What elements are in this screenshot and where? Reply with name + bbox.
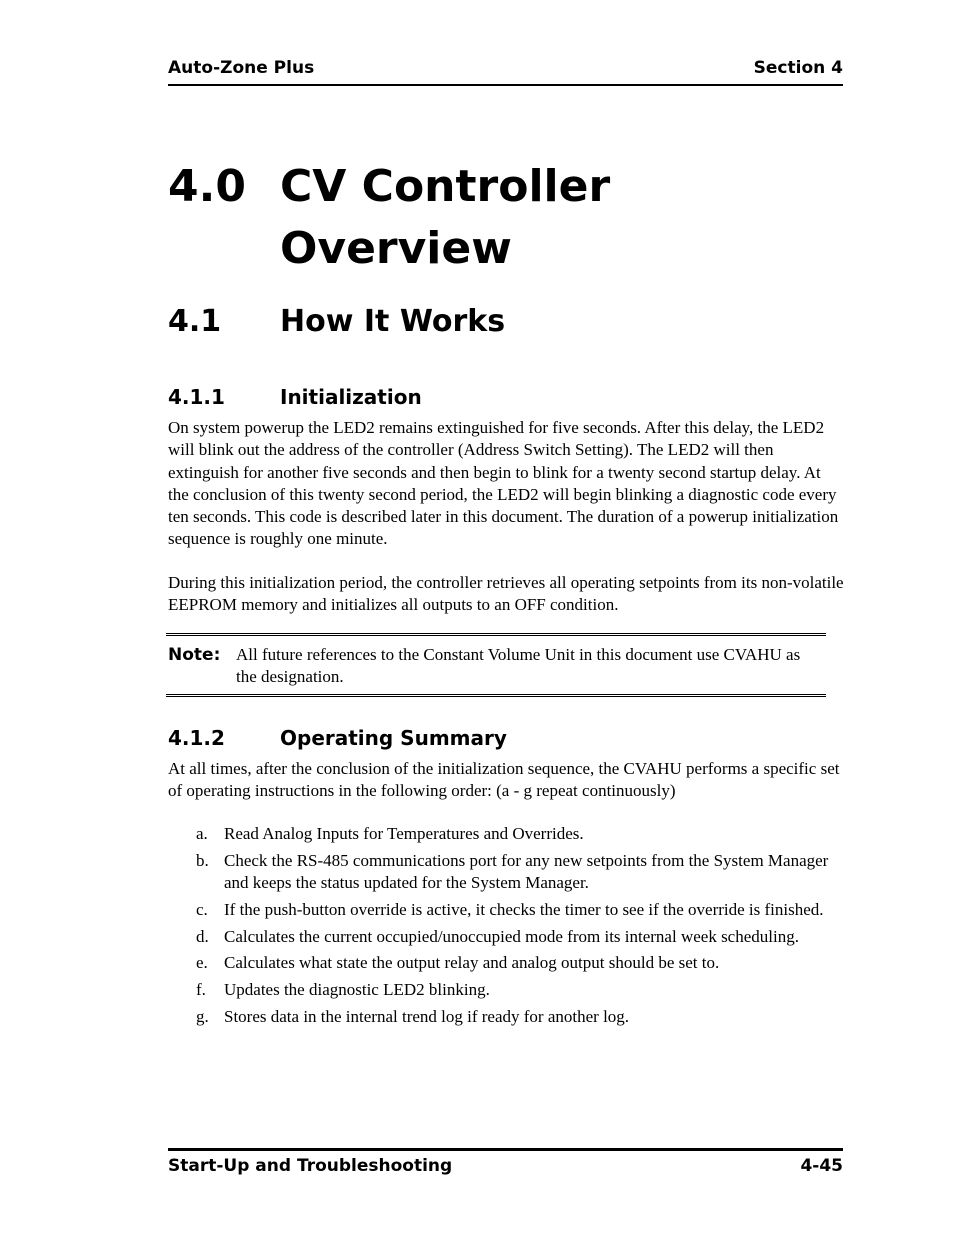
section-title: How It Works (280, 304, 506, 339)
chapter-title: CV Controller Overview (280, 161, 611, 274)
subsection-title: Operating Summary (280, 726, 507, 750)
paragraph-initialization-2: During this initialization period, the controller retrieves all operating setpoints from its non-volatile EEPROM memory and initializes all outputs to an OFF condition. (168, 573, 844, 615)
header-section: Section 4 (753, 58, 843, 78)
list-item-text: Calculates what state the output relay and analog output should be set to. (224, 953, 720, 973)
list-item-text: Stores data in the internal trend log if ready for another log. (224, 1007, 630, 1027)
chapter-number: 4.0 (168, 161, 246, 212)
list-marker: d. (196, 926, 209, 946)
note-box (166, 633, 826, 697)
footer-title: Start-Up and Troubleshooting (168, 1156, 453, 1176)
list-marker: g. (196, 1007, 209, 1027)
list-item (196, 899, 836, 921)
subsection-title: Initialization (280, 385, 422, 409)
list-item (196, 1006, 836, 1028)
section-number: 4.1 (168, 304, 222, 339)
note-text: All future references to the Constant Volume Unit in this document use CVAHU as the designation. (236, 645, 801, 687)
list-item-text: Updates the diagnostic LED2 blinking. (224, 980, 490, 1000)
list-item-text: If the push-button override is active, it checks the timer to see if the override is finished. (224, 899, 824, 919)
paragraph-initialization-1: On system powerup the LED2 remains extinguished for five seconds. After this delay, the LED2 will blink out the address of the controller (Address Switch Setting). The LED2 will then extinguish for another five seconds and then begin to blink for a twenty second startup delay. At the conclusion of this twenty second period, the LED2 will begin blinking a diagnostic code every ten seconds. This code is described later in this document. The duration of a powerup initialization sequence is roughly one minute. (168, 418, 839, 549)
list-item (196, 952, 836, 974)
list-item (196, 850, 836, 895)
list-item-text: Read Analog Inputs for Temperatures and Overrides. (224, 824, 584, 843)
page-footer (168, 1148, 843, 1181)
paragraph-operating-summary: At all times, after the conclusion of the initialization sequence, the CVAHU performs a specific set of operating instructions in the following order: (a - g repeat continuously) (168, 759, 840, 801)
list-marker: a. (196, 824, 208, 843)
list-marker: b. (196, 850, 209, 870)
list-item-text: Check the RS-485 communications port for any new setpoints from the System Manager and keeps the status updated for the System Manager. (224, 850, 829, 893)
subsection-number: 4.1.1 (168, 385, 225, 409)
note-label: Note: (168, 645, 221, 665)
list-item (196, 926, 836, 948)
list-marker: c. (196, 899, 208, 919)
header-title: Auto-Zone Plus (168, 58, 315, 78)
list-marker: f. (196, 980, 206, 1000)
subsection-number: 4.1.2 (168, 726, 225, 750)
list-item (196, 979, 836, 1001)
operating-steps-list (196, 823, 836, 1033)
page-header (168, 58, 843, 86)
list-marker: e. (196, 953, 208, 973)
list-item-text: Calculates the current occupied/unoccupied mode from its internal week scheduling. (224, 926, 799, 946)
list-item (196, 823, 836, 845)
page-number: 4-45 (800, 1156, 843, 1176)
